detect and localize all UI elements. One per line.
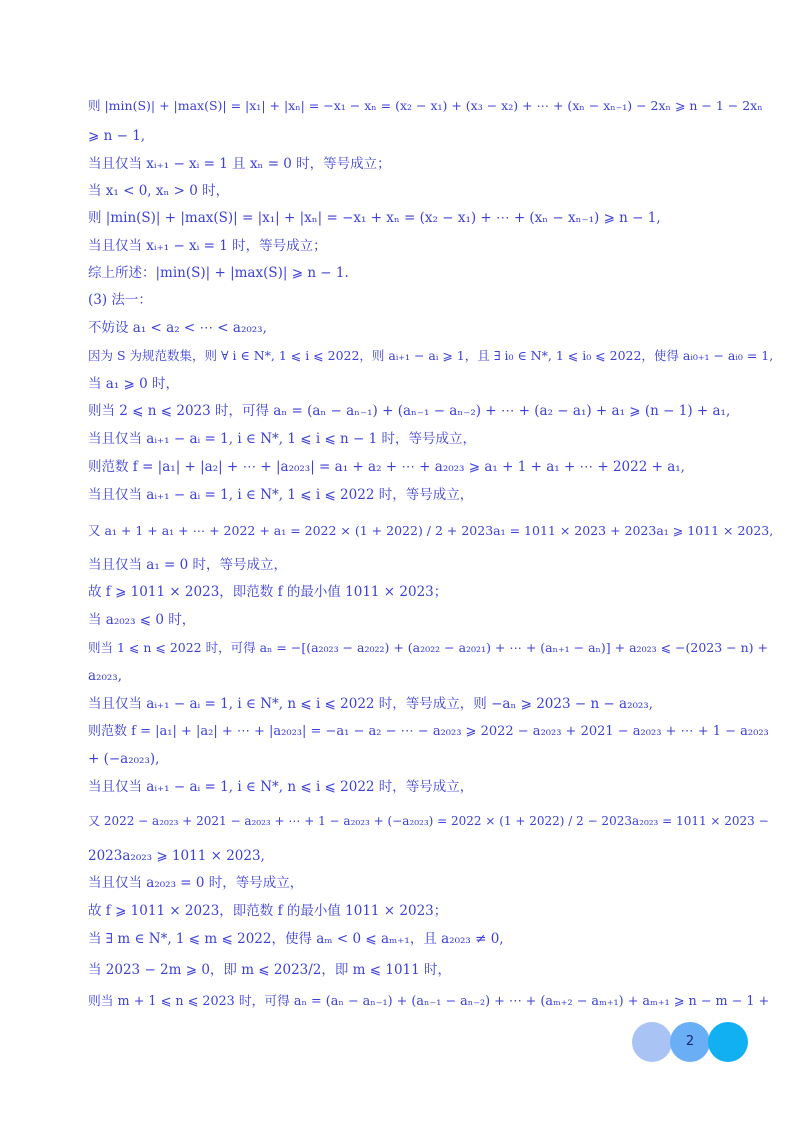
text-line: 则当 m + 1 ⩽ n ⩽ 2023 时，可得 aₙ = (aₙ − aₙ₋₁) + (aₙ₋₁ − aₙ₋₂) + ⋯ + (aₘ₊₂ − aₘ₊₁) + aₘ₊₁ ⩾ n − m − 1 + [88,994,770,1009]
text-line: 又 2022 − a₂₀₂₃ + 2021 − a₂₀₂₃ + ⋯ + 1 − a₂₀₂₃ + (−a₂₀₂₃) = 2022 × (1 + 2022) / 2 − 2023a₂₀₂₃ = 1011 × 2023 − [88,814,769,828]
page-number-badge [632,1022,748,1062]
text-line: 则 |min(S)| + |max(S)| = |x₁| + |xₙ| = −x₁ − xₙ = (x₂ − x₁) + (x₃ − x₂) + ⋯ + (xₙ − xₙ₋₁) − 2xₙ ⩾ n − 1 − 2xₙ [88,98,763,113]
text-line: 当且仅当 aᵢ₊₁ − aᵢ = 1, i ∈ N*, n ⩽ i ⩽ 2022 时，等号成立， [88,779,474,795]
text-line: 则范数 f = |a₁| + |a₂| + ⋯ + |a₂₀₂₃| = −a₁ − a₂ − ⋯ − a₂₀₂₃ ⩾ 2022 − a₂₀₂₃ + 2021 − a₂₀₂₃ + ⋯ + 1 − a₂₀₂₃ [88,724,769,739]
text-line: 则当 2 ⩽ n ⩽ 2023 时，可得 aₙ = (aₙ − aₙ₋₁) + (aₙ₋₁ − aₙ₋₂) + ⋯ + (a₂ − a₁) + a₁ ⩾ (n − 1) + a₁, [88,403,731,419]
text-line: 当且仅当 xᵢ₊₁ − xᵢ = 1 且 xₙ = 0 时，等号成立； [88,156,391,172]
text-line: 当 ∃ m ∈ N*, 1 ⩽ m ⩽ 2022，使得 aₘ < 0 ⩽ aₘ₊₁，且 a₂₀₂₃ ≠ 0, [88,931,504,947]
text-line: 当 a₂₀₂₃ ⩽ 0 时， [88,612,196,628]
text-line: 当 2023 − 2m ⩾ 0，即 m ⩽ 2023/2，即 m ⩽ 1011 时， [88,962,452,978]
text-line: a₂₀₂₃, [88,668,122,684]
text-line: 当且仅当 xᵢ₊₁ − xᵢ = 1 时，等号成立； [88,238,327,254]
text-line: 当且仅当 a₂₀₂₃ = 0 时，等号成立， [88,875,304,891]
page-number: 2 [685,1034,695,1049]
text-line: ⩾ n − 1, [88,128,146,144]
text-line: 不妨设 a₁ < a₂ < ⋯ < a₂₀₂₃, [88,320,267,336]
text-line: 当且仅当 aᵢ₊₁ − aᵢ = 1, i ∈ N*, n ⩽ i ⩽ 2022 时，等号成立，则 −aₙ ⩾ 2023 − n − a₂₀₂₃, [88,696,654,712]
text-line: + (−a₂₀₂₃), [88,751,160,767]
text-line: 则 |min(S)| + |max(S)| = |x₁| + |xₙ| = −x₁ + xₙ = (x₂ − x₁) + ⋯ + (xₙ − xₙ₋₁) ⩾ n − 1, [88,210,661,226]
text-line: (3) 法一： [88,292,152,308]
text-line: 综上所述：|min(S)| + |max(S)| ⩾ n − 1. [88,265,349,281]
decorative-circle-icon [632,1022,672,1062]
text-line: 当 x₁ < 0, xₙ > 0 时， [88,183,230,199]
text-line: 则范数 f = |a₁| + |a₂| + ⋯ + |a₂₀₂₃| = a₁ + a₂ + ⋯ + a₂₀₂₃ ⩾ a₁ + 1 + a₁ + ⋯ + 2022 + a₁, [88,459,685,475]
text-line: 又 a₁ + 1 + a₁ + ⋯ + 2022 + a₁ = 2022 × (1 + 2022) / 2 + 2023a₁ = 1011 × 2023 + 2023a₁ ⩾ 1011 × 2023, [88,523,774,538]
text-line: 则当 1 ⩽ n ⩽ 2022 时，可得 aₙ = −[(a₂₀₂₃ − a₂₀₂₂) + (a₂₀₂₂ − a₂₀₂₁) + ⋯ + (aₙ₊₁ − aₙ)] + a₂₀₂₃ ⩽ −(2023 − n) + [88,640,768,655]
text-line: 故 f ⩾ 1011 × 2023，即范数 f 的最小值 1011 × 2023； [88,584,448,600]
text-line: 故 f ⩾ 1011 × 2023，即范数 f 的最小值 1011 × 2023； [88,903,448,919]
decorative-circle-icon [708,1022,748,1062]
text-line: 2023a₂₀₂₃ ⩾ 1011 × 2023, [88,848,265,864]
text-line: 当且仅当 aᵢ₊₁ − aᵢ = 1, i ∈ N*, 1 ⩽ i ⩽ n − 1 时，等号成立， [88,431,477,447]
text-line: 当 a₁ ⩾ 0 时， [88,376,180,392]
text-line: 当且仅当 aᵢ₊₁ − aᵢ = 1, i ∈ N*, 1 ⩽ i ⩽ 2022 时，等号成立， [88,487,474,503]
text-line: 因为 S 为规范数集，则 ∀ i ∈ N*, 1 ⩽ i ⩽ 2022，则 aᵢ₊₁ − aᵢ ⩾ 1，且 ∃ i₀ ∈ N*, 1 ⩽ i₀ ⩽ 2022，使得 aᵢ₀₊₁ − aᵢ₀ = 1, [88,348,774,363]
text-line: 当且仅当 a₁ = 0 时，等号成立， [88,557,288,573]
